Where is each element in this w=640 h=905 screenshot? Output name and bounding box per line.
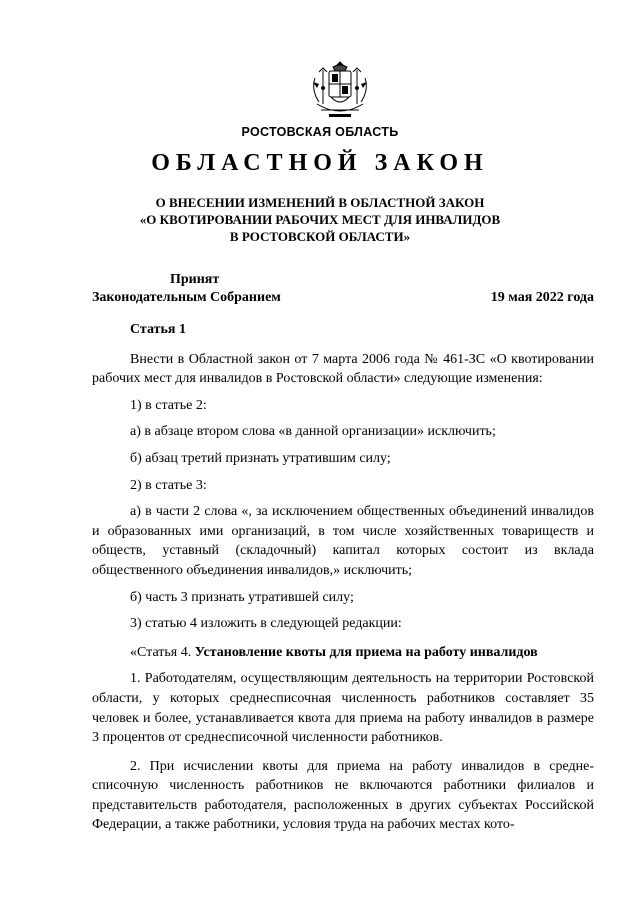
article-paragraph: 2. При исчислении квоты для приема на работу инвалидов в среднесписочную численность работников не включаются работники филиалов и представительств работодателя, расположенных в других субъектах Российской Федерации, а также работники, условия труда на рабочих местах кото- <box>92 758 594 833</box>
article-heading: Статья 1 <box>130 322 186 337</box>
subtitle-line: В РОСТОВСКОЙ ОБЛАСТИ» <box>229 229 411 244</box>
article-paragraph: Внести в Областной закон от 7 марта 2006 года № 461-ЗС «О квотировании рабочих мест для инвалидов в Ростовской области» следующие изменения: <box>92 351 594 387</box>
adoption-date: 19 мая 2022 года <box>490 290 594 305</box>
subtitle-line: «О КВОТИРОВАНИИ РАБОЧИХ МЕСТ ДЛЯ ИНВАЛИДОВ <box>139 212 501 227</box>
subtitle-line: О ВНЕСЕНИИ ИЗМЕНЕНИЙ В ОБЛАСТНОЙ ЗАКОН <box>155 195 485 210</box>
article-paragraph: а) в абзаце втором слова «в данной организации» исключить; <box>130 424 496 440</box>
adopted-label: Принят <box>170 272 220 287</box>
rostov-coat-of-arms-icon <box>309 58 371 122</box>
document-type-title: ОБЛАСТНОЙ ЗАКОН <box>151 150 489 176</box>
article-paragraph: 3) статью 4 изложить в следующей редакции: <box>130 616 402 632</box>
article4-prefix: «Статья 4. <box>130 644 195 660</box>
article-paragraph: б) часть 3 признать утратившей силу; <box>130 589 354 605</box>
law-subtitle <box>0 194 640 245</box>
region-name: РОСТОВСКАЯ ОБЛАСТЬ <box>241 125 399 139</box>
adopted-by: Законодательным Собранием <box>92 290 281 305</box>
article-paragraph: 2) в статье 3: <box>130 477 207 493</box>
article-paragraph: 1. Работодателям, осуществляющим деятельность на территории Ростовской области, у которых среднесписочная численность работников составляет 35 человек и более, устанавливается квота для приема на работу инвалидов в размере 3 процентов от среднесписочной численности работников. <box>92 671 594 746</box>
law-body <box>92 320 594 835</box>
article4-title: Установление квоты для приема на работу инвалидов <box>194 644 538 660</box>
article-paragraph: 1) в статье 2: <box>130 397 207 413</box>
article4-heading <box>92 643 594 663</box>
article-paragraph: а) в части 2 слова «, за исключением общественных объединений инвалидов и образованных ими организаций, в том числе хозяйственных товариществ и обществ, уставный (складочный) капитал которых состоит из вклада общественного объединения инвалидов,» исключить; <box>92 504 594 578</box>
article-paragraph: б) абзац третий признать утратившим силу; <box>130 450 391 466</box>
